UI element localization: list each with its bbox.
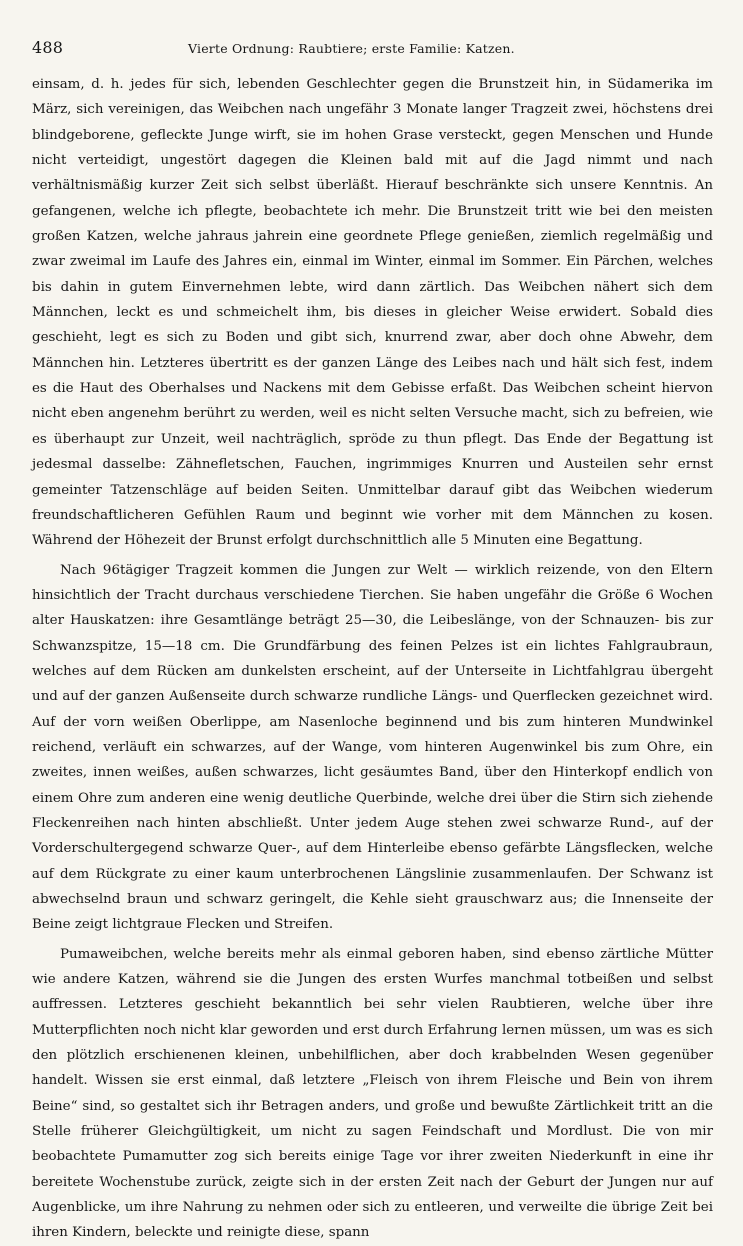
page-header — [32, 38, 713, 72]
paragraph-continuation: einsam, d. h. jedes für sich, lebenden Geschlechter gegen die Brunstzeit hin, in Südamerika im März, sich vereinigen, das Weibchen nach ungefähr 3 Monate langer Tragzeit zwei, höchstens drei blindgeborene, gefleckte Junge wirft, sie im hohen Grase versteckt, gegen Menschen und Hunde nicht verteidigt, ungestört dagegen die Kleinen bald mit auf die Jagd nimmt und nach verhältnismäßig kurzer Zeit sich selbst überläßt. Hierauf beschränkte sich unsere Kenntnis. An gefangenen, welche ich pflegte, beobachtete ich mehr. Die Brunstzeit tritt wie bei den meisten großen Katzen, welche jahraus jahrein eine geordnete Pflege genießen, ziemlich regelmäßig und zwar zweimal im Laufe des Jahres ein, einmal im Winter, einmal im Sommer. Ein Pärchen, welches bis dahin in gutem Einvernehmen lebte, wird dann zärtlich. Das Weibchen nähert sich dem Männchen, leckt es und schmeichelt ihm, bis dieses in gleicher Weise erwidert. Sobald dies geschieht, legt es sich zu Boden und gibt sich, knurrend zwar, aber doch ohne Abwehr, dem Männchen hin. Letzteres übertritt es der ganzen Länge des Leibes nach und hält sich fest, indem es die Haut des Oberhalses und Nackens mit dem Gebisse erfaßt. Das Weibchen scheint hiervon nicht eben angenehm berührt zu werden, weil es nicht selten Versuche macht, sich zu befreien, wie es überhaupt zur Unzeit, weil nachträglich, spröde zu thun pflegt. Das Ende der Begattung ist jedesmal dasselbe: Zähnefletschen, Fauchen, ingrimmiges Knurren und Austeilen sehr ernst gemeinter Tatzenschläge auf beiden Seiten. Unmittelbar darauf gibt das Weibchen wiederum freundschaftlicheren Gefühlen Raum und beginnt wie vorher mit dem Männchen zu kosen. Während der Höhezeit der Brunst erfolgt durchschnittlich alle 5 Minuten eine Begattung. — [32, 77, 713, 549]
body-text — [32, 72, 713, 1246]
page-number: 488 — [32, 38, 64, 57]
paragraph-maternal-behavior: Pumaweibchen, welche bereits mehr als einmal geboren haben, sind ebenso zärtliche Mütter wie andere Katzen, während sie die Jungen des ersten Wurfes manchmal totbeißen und selbst auffressen. Letzteres geschieht bekanntlich bei sehr vielen Raubtieren, welche über ihre Mutterpflichten noch nicht klar geworden und erst durch Erfahrung lernen müssen, um was es sich den plötzlich erschienenen kleinen, unbehilflichen, aber doch krabbelnden Wesen gegenüber handelt. Wissen sie erst einmal, daß letztere „Fleisch von ihrem Fleische und Bein von ihrem Beine“ sind, so gestaltet sich ihr Betragen anders, und große und bewußte Zärtlichkeit tritt an die Stelle früherer Gleichgültigkeit, um nicht zu sagen Feindschaft und Mordlust. Die von mir beobachtete Pumamutter zog sich bereits einige Tage vor ihrer zweiten Niederkunft in eine ihr bereitete Wochenstube zurück, zeigte sich in der ersten Zeit nach der Geburt der Jungen nur auf Augenblicke, um ihre Nahrung zu nehmen oder sich zu entleeren, und verweilte die übrige Zeit bei ihren Kindern, beleckte und reinigte diese, spann — [32, 946, 713, 1241]
running-title: Vierte Ordnung: Raubtiere; erste Familie: Katzen. — [188, 41, 515, 56]
paragraph-offspring-description: Nach 96tägiger Tragzeit kommen die Jungen zur Welt — wirklich reizende, von den Eltern hinsichtlich der Tracht durchaus verschiedene Tierchen. Sie haben ungefähr die Größe 6 Wochen alter Hauskatzen: ihre Gesamtlänge beträgt 25—30, die Leibeslänge, von der Schnauzen- bis zur Schwanzspitze, 15—18 cm. Die Grundfärbung des feinen Pelzes ist ein lichtes Fahlgraubraun, welches auf dem Rücken am dunkelsten erscheint, auf der Unterseite in Lichtfahlgrau übergeht und auf der ganzen Außenseite durch schwarze rundliche Längs- und Querflecken gezeichnet wird. Auf der vorn weißen Oberlippe, am Nasenloche beginnend und bis zum hinteren Mundwinkel reichend, verläuft ein schwarzes, auf der Wange, vom hinteren Augenwinkel bis zum Ohre, ein zweites, innen weißes, außen schwarzes, licht gesäumtes Band, über den Hinterkopf endlich von einem Ohre zum anderen eine wenig deutliche Querbinde, welche drei über die Stirn sich ziehende Fleckenreihen nach hinten abschließt. Unter jedem Auge stehen zwei schwarze Rund-, auf der Vorderschultergegend schwarze Quer-, auf dem Hinterleibe ebenso gefärbte Längsflecken, welche auf dem Rückgrate zu einer kaum unterbrochenen Längslinie zusammenlaufen. Der Schwanz ist abwechselnd braun und schwarz geringelt, die Kehle sieht grauschwarz aus; die Innenseite der Beine zeigt lichtgraue Flecken und Streifen. — [32, 562, 713, 933]
